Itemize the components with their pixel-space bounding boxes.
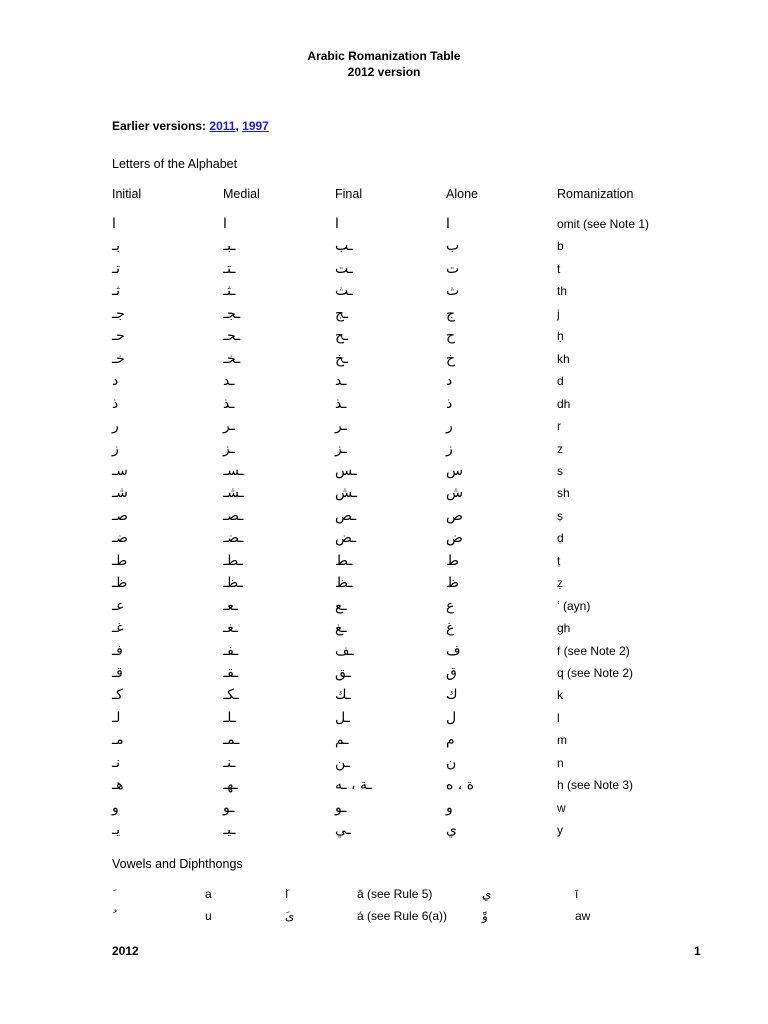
letter-alone: ش xyxy=(446,485,464,502)
letter-alone: ن xyxy=(446,754,457,771)
letter-medial: ـثـ xyxy=(223,283,236,300)
letter-medial: ـر xyxy=(223,418,235,435)
letter-medial: ـهـ xyxy=(223,777,238,794)
letter-romanization: b xyxy=(557,239,564,254)
letter-final: ـغ xyxy=(335,620,347,637)
letter-final: ـو xyxy=(335,799,347,816)
letter-row xyxy=(0,440,768,462)
letter-alone: ب xyxy=(446,238,460,255)
letter-romanization: omit (see Note 1) xyxy=(557,217,650,231)
letter-romanization: r xyxy=(557,419,561,434)
letter-row xyxy=(0,529,768,551)
letter-final: ـق xyxy=(335,665,351,681)
letter-row xyxy=(0,372,768,394)
letter-alone: ي xyxy=(446,822,457,839)
letter-alone: ق xyxy=(446,665,457,681)
letter-row xyxy=(0,709,768,731)
letter-row xyxy=(0,484,768,506)
letter-final: ـف xyxy=(335,642,354,659)
letter-alone: و xyxy=(446,799,453,816)
letter-initial: مـ xyxy=(112,732,124,749)
vowel-roman: u xyxy=(205,909,212,923)
letter-alone: ز xyxy=(446,440,453,457)
letter-romanization: gh xyxy=(557,621,571,636)
letter-row xyxy=(0,507,768,529)
letter-initial: ضـ xyxy=(112,530,128,547)
letter-alone: ف xyxy=(446,642,461,659)
letter-initial: يـ xyxy=(112,822,120,839)
letter-final: ـص xyxy=(335,507,357,524)
letter-final: ـل xyxy=(335,709,350,726)
letter-medial: ـعـ xyxy=(223,597,238,614)
letter-initial: عـ xyxy=(112,597,125,614)
letter-medial: ـضـ xyxy=(223,530,244,547)
letter-medial: ـقـ xyxy=(223,665,239,681)
letter-row xyxy=(0,821,768,843)
col-header-romanization: Romanization xyxy=(557,187,634,201)
letter-final: ـض xyxy=(335,530,357,547)
vowel-roman: a xyxy=(205,887,212,901)
letter-initial: لـ xyxy=(112,709,121,726)
col-header-medial: Medial xyxy=(223,187,260,201)
footer-year: 2012 xyxy=(112,944,139,958)
letter-medial: ـيـ xyxy=(223,822,236,839)
letter-romanization: k xyxy=(557,688,563,703)
long-vowel-roman: ā (see Rule 5) xyxy=(357,887,433,901)
letter-initial: ر xyxy=(112,418,119,435)
vowel-row xyxy=(0,907,768,929)
letter-row xyxy=(0,731,768,753)
letter-alone: ة ، ه xyxy=(446,777,475,794)
long-vowel-mark: َى xyxy=(285,909,295,923)
letter-medial: ـشـ xyxy=(223,485,244,502)
long-vowel-mark: َا xyxy=(285,887,289,901)
letter-romanization: q (see Note 2) xyxy=(557,666,634,680)
letter-row xyxy=(0,350,768,372)
page-title: Arabic Romanization Table xyxy=(307,49,461,63)
letter-row xyxy=(0,799,768,821)
letter-romanization: kh xyxy=(557,351,570,366)
letter-romanization: y xyxy=(557,823,563,838)
letter-initial: صـ xyxy=(112,507,128,524)
letter-row xyxy=(0,417,768,439)
letter-romanization: m xyxy=(557,733,567,748)
link-separator: , xyxy=(235,119,239,133)
letter-final: ـد xyxy=(335,373,347,390)
letter-romanization: j xyxy=(557,306,560,321)
link-2011[interactable]: 2011 xyxy=(209,119,236,133)
letter-row xyxy=(0,282,768,304)
letter-alone: د xyxy=(446,373,453,390)
letter-row xyxy=(0,619,768,641)
letter-row xyxy=(0,574,768,596)
letter-alone: ك xyxy=(446,687,458,704)
letter-alone: ع xyxy=(446,597,455,614)
letter-final: ـذ xyxy=(335,395,347,412)
letter-final: ـش xyxy=(335,485,357,502)
letter-final: ـي xyxy=(335,822,351,839)
letter-medial: ـجـ xyxy=(223,305,241,322)
letter-medial: ـبـ xyxy=(223,238,236,255)
letter-row xyxy=(0,664,768,686)
letter-final: ـت xyxy=(335,260,353,277)
col-header-final: Final xyxy=(335,187,363,201)
page-subtitle: 2012 version xyxy=(347,65,421,79)
letter-final: ـم xyxy=(335,732,349,749)
letter-romanization: w xyxy=(557,800,566,815)
letter-romanization: ḥ xyxy=(557,329,564,344)
letter-initial: فـ xyxy=(112,642,123,659)
letter-alone: ج xyxy=(446,305,456,322)
letter-medial: ـمـ xyxy=(223,732,240,749)
letter-romanization: f (see Note 2) xyxy=(557,643,630,658)
letter-initial: سـ xyxy=(112,462,128,479)
letter-initial: ظـ xyxy=(112,575,128,592)
letter-initial: و xyxy=(112,799,119,816)
letter-alone: خ xyxy=(446,350,456,367)
letter-initial: نـ xyxy=(112,754,120,771)
letter-final: ـك xyxy=(335,687,351,704)
letter-initial: هـ xyxy=(112,777,124,794)
letter-initial: بـ xyxy=(112,238,120,255)
letter-medial: ا xyxy=(223,216,227,232)
letter-medial: ـكـ xyxy=(223,687,239,704)
letter-row xyxy=(0,327,768,349)
letter-medial: ـحـ xyxy=(223,328,241,345)
letter-alone: ل xyxy=(446,709,457,726)
letter-row xyxy=(0,260,768,282)
diphthong-mark: ِي xyxy=(482,887,492,901)
letter-alone: غ xyxy=(446,620,455,637)
link-1997[interactable]: 1997 xyxy=(242,119,269,133)
letter-romanization: l xyxy=(557,710,560,725)
letter-final: ا xyxy=(335,216,339,232)
letter-initial: ثـ xyxy=(112,283,120,300)
letter-romanization: z xyxy=(557,441,563,456)
letter-medial: ـطـ xyxy=(223,552,243,569)
letter-row xyxy=(0,597,768,619)
letter-final: ـظ xyxy=(335,575,353,592)
letter-medial: ـصـ xyxy=(223,507,244,524)
letter-romanization: ʻ (ayn) xyxy=(557,598,591,613)
letter-final: ـة ، ـه xyxy=(335,777,372,794)
letter-row xyxy=(0,395,768,417)
letter-medial: ـد xyxy=(223,373,235,390)
col-header-initial: Initial xyxy=(112,187,142,201)
letter-initial: جـ xyxy=(112,305,125,322)
letter-romanization: ṭ xyxy=(557,553,561,568)
letter-final: ـز xyxy=(335,440,347,457)
diphthong-roman: aw xyxy=(575,909,591,923)
letter-initial: د xyxy=(112,373,119,390)
letter-initial: ذ xyxy=(112,395,119,412)
col-header-alone: Alone xyxy=(446,187,478,201)
letter-medial: ـظـ xyxy=(223,575,243,592)
letter-medial: ـغـ xyxy=(223,620,238,637)
letter-final: ـخ xyxy=(335,350,349,367)
letter-romanization: dh xyxy=(557,396,571,411)
letter-medial: ـسـ xyxy=(223,462,244,479)
earlier-versions-label: Earlier versions: xyxy=(112,119,207,133)
letter-alone: س xyxy=(446,462,464,479)
letter-final: ـث xyxy=(335,283,353,300)
letter-romanization: ṣ xyxy=(557,508,563,523)
letter-medial: ـخـ xyxy=(223,350,241,367)
letter-medial: ـلـ xyxy=(223,709,236,726)
letter-alone: ط xyxy=(446,552,459,569)
letter-initial: شـ xyxy=(112,485,128,502)
letter-medial: ـفـ xyxy=(223,642,239,659)
letter-alone: ذ xyxy=(446,395,453,412)
letter-row xyxy=(0,552,768,574)
letter-medial: ـذ xyxy=(223,395,235,412)
footer-page-number: 1 xyxy=(694,944,701,958)
long-vowel-roman: á (see Rule 6(a)) xyxy=(357,909,448,923)
letter-final: ـر xyxy=(335,418,347,435)
letter-initial: تـ xyxy=(112,260,120,277)
letter-initial: كـ xyxy=(112,687,123,704)
vowel-row xyxy=(0,885,768,907)
letter-romanization: ḍ xyxy=(557,531,564,546)
diphthong-mark: َوْ xyxy=(482,909,488,923)
section-vowels-heading: Vowels and Diphthongs xyxy=(112,857,243,871)
letter-initial: طـ xyxy=(112,552,128,569)
letter-medial: ـتـ xyxy=(223,260,236,277)
letter-alone: ا xyxy=(446,216,450,232)
letter-final: ـح xyxy=(335,328,349,345)
letter-alone: ص xyxy=(446,507,463,524)
letter-initial: حـ xyxy=(112,328,125,345)
letter-row xyxy=(0,237,768,259)
letter-initial: ز xyxy=(112,440,119,457)
earlier-versions xyxy=(112,119,269,133)
letter-final: ـب xyxy=(335,238,353,255)
letter-romanization: th xyxy=(557,284,568,299)
letter-row xyxy=(0,776,768,798)
letter-initial: قـ xyxy=(112,665,123,681)
letter-initial: ا xyxy=(112,216,116,232)
letter-row xyxy=(0,754,768,776)
letter-final: ـن xyxy=(335,754,350,771)
letter-alone: ظ xyxy=(446,575,459,592)
letter-alone: ت xyxy=(446,260,460,277)
letter-alone: م xyxy=(446,732,455,749)
letter-medial: ـو xyxy=(223,799,235,816)
letter-initial: خـ xyxy=(112,350,125,367)
letter-final: ـط xyxy=(335,552,353,569)
letter-alone: ح xyxy=(446,328,456,345)
letter-row xyxy=(0,642,768,664)
letter-medial: ـز xyxy=(223,440,235,457)
letter-final: ـج xyxy=(335,305,349,322)
section-letters-heading: Letters of the Alphabet xyxy=(112,157,238,171)
letter-romanization: sh xyxy=(557,486,570,501)
letter-romanization: n xyxy=(557,755,564,770)
letter-alone: ض xyxy=(446,530,463,547)
letter-romanization: t xyxy=(557,261,561,276)
letter-row xyxy=(0,686,768,708)
letter-romanization: d xyxy=(557,374,564,389)
letter-romanization: ẓ xyxy=(557,576,563,591)
letter-row xyxy=(0,462,768,484)
letter-row xyxy=(0,305,768,327)
letter-romanization: s xyxy=(557,463,563,478)
letter-row xyxy=(0,215,768,237)
diphthong-roman: ī xyxy=(575,887,579,901)
letter-initial: غـ xyxy=(112,620,124,637)
letter-alone: ر xyxy=(446,418,453,435)
letter-final: ـس xyxy=(335,462,357,479)
letter-final: ـع xyxy=(335,597,347,614)
letter-medial: ـنـ xyxy=(223,754,236,771)
letter-alone: ث xyxy=(446,283,460,300)
letter-romanization: h (see Note 3) xyxy=(557,778,634,793)
